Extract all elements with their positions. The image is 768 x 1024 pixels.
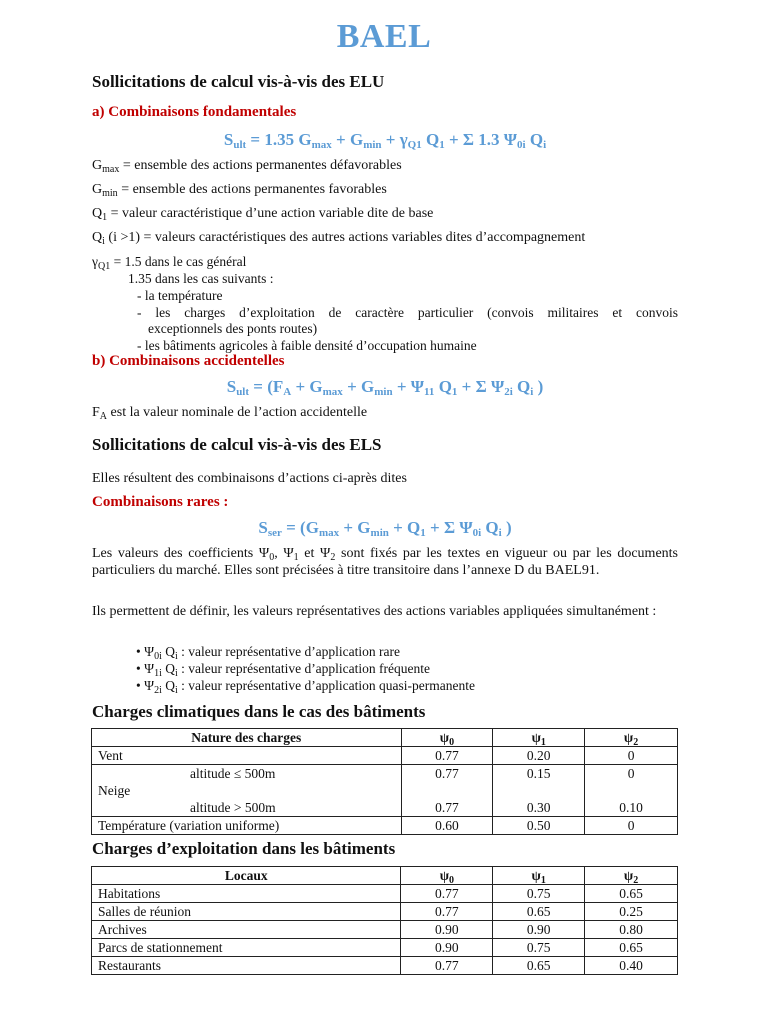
table-row: Salles de réunion 0.77 0.65 0.25: [92, 903, 678, 921]
col-psi0-header: $\psi_0$: [401, 729, 493, 747]
case-special-loads-cont: exceptionnels des ponts routes): [148, 321, 318, 336]
rare-combinations-heading: Combinaisons rares :: [92, 494, 229, 510]
exploitation-heading: Charges d’exploitation dans les bâtiments: [92, 839, 396, 858]
fundamental-combinations-heading: a) Combinaisons fondamentales: [92, 104, 297, 120]
table-row: Archives 0.90 0.90 0.80: [92, 921, 678, 939]
table-row: Habitations 0.77 0.75 0.65: [92, 885, 678, 903]
table-row: Parcs de stationnement 0.90 0.75 0.65: [92, 939, 678, 957]
col-psi0-header: $\psi_0$: [401, 867, 493, 885]
climatic-loads-table: [91, 728, 678, 835]
col-psi2-header: $\psi_2$: [585, 729, 678, 747]
row-label: Vent: [92, 747, 402, 765]
elu-heading: Sollicitations de calcul vis-à-vis des ELU: [92, 72, 385, 91]
col-psi2-header: $\psi_2$: [585, 867, 678, 885]
els-heading: Sollicitations de calcul vis-à-vis des ELS: [92, 435, 382, 454]
q1-definition: $Q_1$ = valeur caractéristique d’une action variable dite de base: [92, 206, 434, 223]
table-row: Vent 0.77 0.20 0: [92, 747, 678, 765]
qi-definition: $Q_i$ (i >1) = valeurs caractéristiques des autres actions variables dites d’accompagnement: [92, 230, 586, 247]
gmin-definition: $G_{min}$ = ensemble des actions permanentes favorables: [92, 182, 387, 199]
representative-values-paragraph: Ils permettent de définir, les valeurs représentatives des actions variables appliquées simultanément :: [92, 604, 657, 619]
gamma-q1-general: $\gamma_{Q1} = 1.5$ dans le cas général: [92, 254, 247, 272]
col-psi1-header: $\psi_1$: [493, 729, 585, 747]
bullet-quasi-permanent: • $\Psi_{2i}$ $Q_i$ : valeur représentative d’application quasi-permanente: [136, 678, 475, 696]
sser-formula: $S_{ser} = (G_{max} + G_{min} + Q_1 + \Sigma$ $\Psi_{0i}$ $Q_i$ ): [258, 518, 512, 539]
els-intro: Elles résultent des combinaisons d’actions ci-après dites: [92, 471, 407, 486]
case-special-loads: - les charges d’exploitation de caractère particulier (convois militaires et convois: [137, 305, 678, 320]
case-temperature: - la température: [137, 288, 223, 303]
bullet-frequent: • $\Psi_{1i}$ $Q_i$ : valeur représentative d’application fréquente: [136, 661, 431, 679]
gamma-q1-cases: 1.35 dans les cas suivants :: [128, 271, 274, 286]
table-header-row: [92, 729, 678, 747]
table-row: Restaurants 0.77 0.65 0.40: [92, 957, 678, 975]
gmax-definition: $G_{max}$ = ensemble des actions permanentes défavorables: [92, 158, 402, 175]
col-nature-header: Nature des charges: [92, 729, 402, 747]
exploitation-loads-table: [91, 866, 678, 975]
bullet-rare: • $\Psi_{0i}$ $Q_i$ : valeur représentative d’application rare: [136, 644, 401, 662]
sult-accidental-formula: $S_{ult} = (F_A + G_{max} + G_{min} + \Psi_{11}$ $Q_1 + \Sigma$ $\Psi_{2i}$ $Q_i$ ): [226, 377, 544, 398]
col-psi1-header: $\psi_1$: [493, 867, 585, 885]
fa-definition: $F_A$ est la valeur nominale de l’action accidentelle: [92, 405, 368, 422]
sult-fundamental-formula: $S_{ult} = 1.35$ $G_{max} + G_{min} + \gamma_{Q1}$ $Q_1 + \Sigma$ 1.3 $\Psi_{0i}$ $Q_i$: [223, 130, 547, 151]
climatic-heading: Charges climatiques dans le cas des bâtiments: [92, 702, 426, 721]
table-header-row: [92, 867, 678, 885]
table-row: Température (variation uniforme) 0.60 0.50 0: [92, 817, 678, 835]
neige-cell: altitude ≤ 500m Neige altitude > 500m: [92, 765, 402, 817]
col-locaux-header: Locaux: [92, 867, 401, 885]
accidental-combinations-heading: b) Combinaisons accidentelles: [92, 353, 285, 369]
case-agricultural: - les bâtiments agricoles à faible densité d’occupation humaine: [137, 338, 477, 353]
table-row: altitude ≤ 500m Neige altitude > 500m 0.77 0.77 0.15 0.30 0 0.10: [92, 765, 678, 817]
psi-coefficients-paragraph: Les valeurs des coefficients $\Psi_0$, $\Psi_1$ et $\Psi_2$ sont fixés par les textes en vigueur ou par les documents particuliers du marché. Elles sont précisées à titre transitoire dans l’annexe D du BAEL91.: [92, 546, 678, 578]
document-title: BAEL: [336, 18, 432, 55]
